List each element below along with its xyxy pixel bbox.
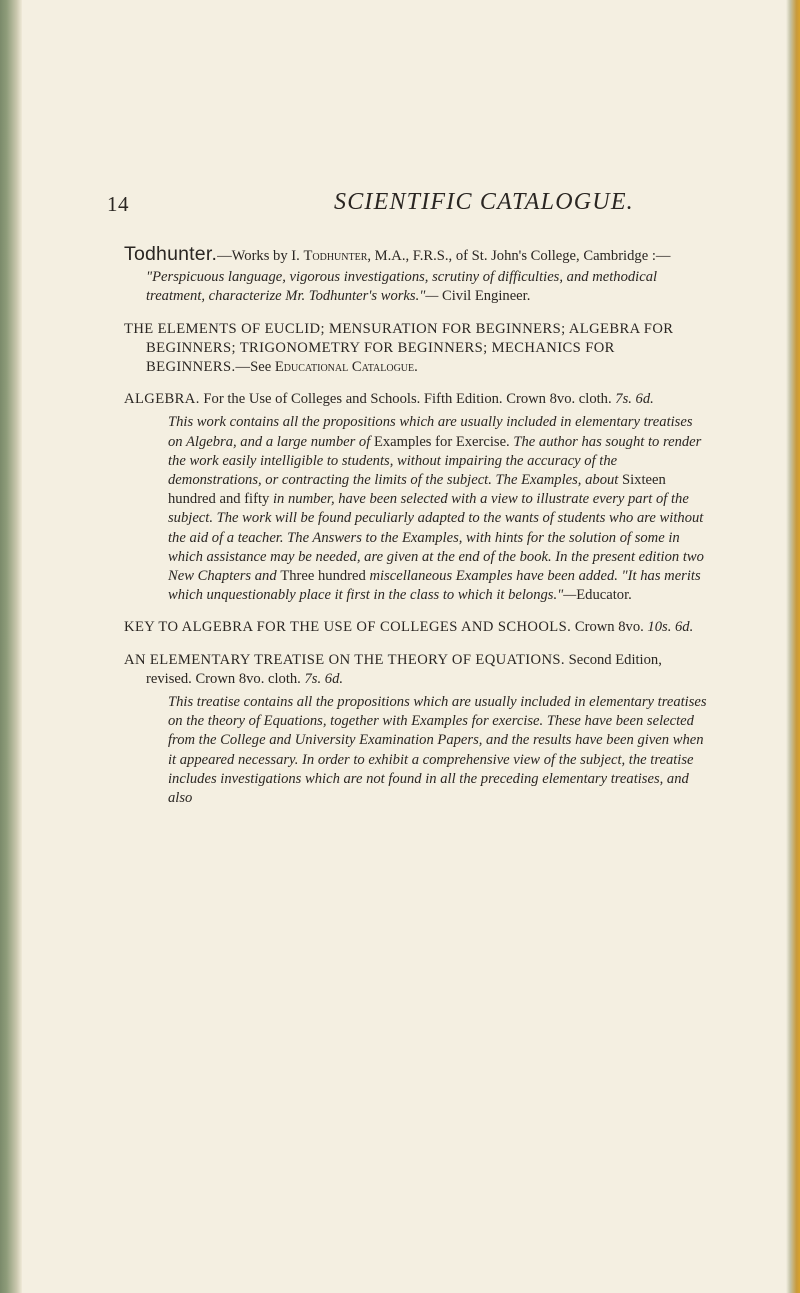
reviewer: Civil Engineer. — [442, 288, 531, 305]
algebra-details: For the Use of Colleges and Schools. Fifth Edition. Crown 8vo. cloth. — [203, 391, 612, 408]
algebra-title: ALGEBRA. — [124, 391, 200, 408]
beginners-series-entry — [124, 320, 708, 378]
algebra-price: 7s. 6d. — [615, 391, 654, 408]
author-heading: Todhunter. — [124, 243, 218, 265]
algebra-desc-2: for Exercise. — [435, 433, 510, 450]
equations-desc: This treatise contains all the propositions which are usually included in elementary treatises on the theory of Equations, together with Examples for exercise. These have been selected from the College and University Examination Papers, and the results have been given when it appeared necessary. In order to exhibit a comprehensive view of the subject, the treatise includes investigations which are not found in all the preceding elementary treatises, and also — [168, 694, 707, 807]
equations-price: 7s. 6d. — [304, 670, 344, 687]
page-number: 14 — [107, 192, 129, 216]
algebra-entry — [124, 390, 708, 605]
review-quote-block — [146, 268, 708, 306]
algebra-examples-word: Examples — [373, 433, 432, 450]
byline-end: of St. John's College, Cambridge :— — [455, 248, 671, 264]
key-title: KEY TO ALGEBRA FOR THE USE OF COLLEGES AND SCHOOLS. — [124, 619, 572, 636]
author-intro — [124, 245, 708, 307]
algebra-review-source: Educator. — [576, 587, 632, 604]
key-entry — [124, 618, 708, 637]
catalogue-content — [124, 245, 708, 821]
equations-entry — [124, 651, 708, 809]
equations-details: Second Edition, revised. Crown 8vo. cloth. — [146, 651, 662, 687]
algebra-desc-5: miscellaneous Examples have been added. "It has merits which unquestionably place it first in the class to which it belongs."— — [168, 568, 701, 604]
algebra-desc-3: The author has sought to render the work easily intelligible to students, without impairing the accuracy of the demonstrations, or contracting the limits of the subject. The Examples, about — [168, 433, 702, 489]
equations-description — [146, 693, 708, 808]
algebra-desc-1: This work contains all the propositions which are usually included in elementary treatises on Algebra, and a large number of — [168, 414, 693, 450]
equations-title: AN ELEMENTARY TREATISE ON THE THEORY OF EQUATIONS. — [124, 651, 565, 668]
key-price: 10s. 6d. — [647, 619, 694, 636]
running-head: SCIENTIFIC CATALOGUE. — [334, 189, 634, 215]
algebra-description — [146, 413, 708, 605]
beginners-titles: THE ELEMENTS OF EUCLID; MENSURATION FOR BEGINNERS; ALGEBRA FOR BEGINNERS; TRIGONOMETRY FOR BEGINNERS; MECHANICS FOR BEGINNERS. — [124, 320, 674, 376]
see-reference: Educational Catalogue. — [274, 359, 418, 376]
author-caps: Todhunter, M.A., F.R.S., — [303, 248, 453, 264]
review-quote: "Perspicuous language, vigorous investigations, scrutiny of difficulties, and methodical treatment, characterize Mr. Todhunter's works."— — [146, 269, 658, 305]
algebra-sixteen: Sixteen hundred and fifty — [168, 472, 666, 508]
algebra-desc-4: in number, have been selected with a view to illustrate every part of the subject. The work will be found peculiarly adapted to the wants of students who are without the aid of a teacher. The Answers to the Examples, with hints for the solution of some in which assistance may be needed, are given at the end of the book. In the present edition two New Chapters and — [168, 491, 704, 585]
algebra-three-hundred: Three hundred — [280, 568, 366, 585]
binding-edge-right — [786, 0, 800, 1293]
binding-edge-left — [0, 0, 22, 1293]
byline-dash: —Works by I. — [217, 248, 300, 264]
key-details: Crown 8vo. — [574, 619, 644, 636]
see-prefix: —See — [235, 359, 272, 376]
